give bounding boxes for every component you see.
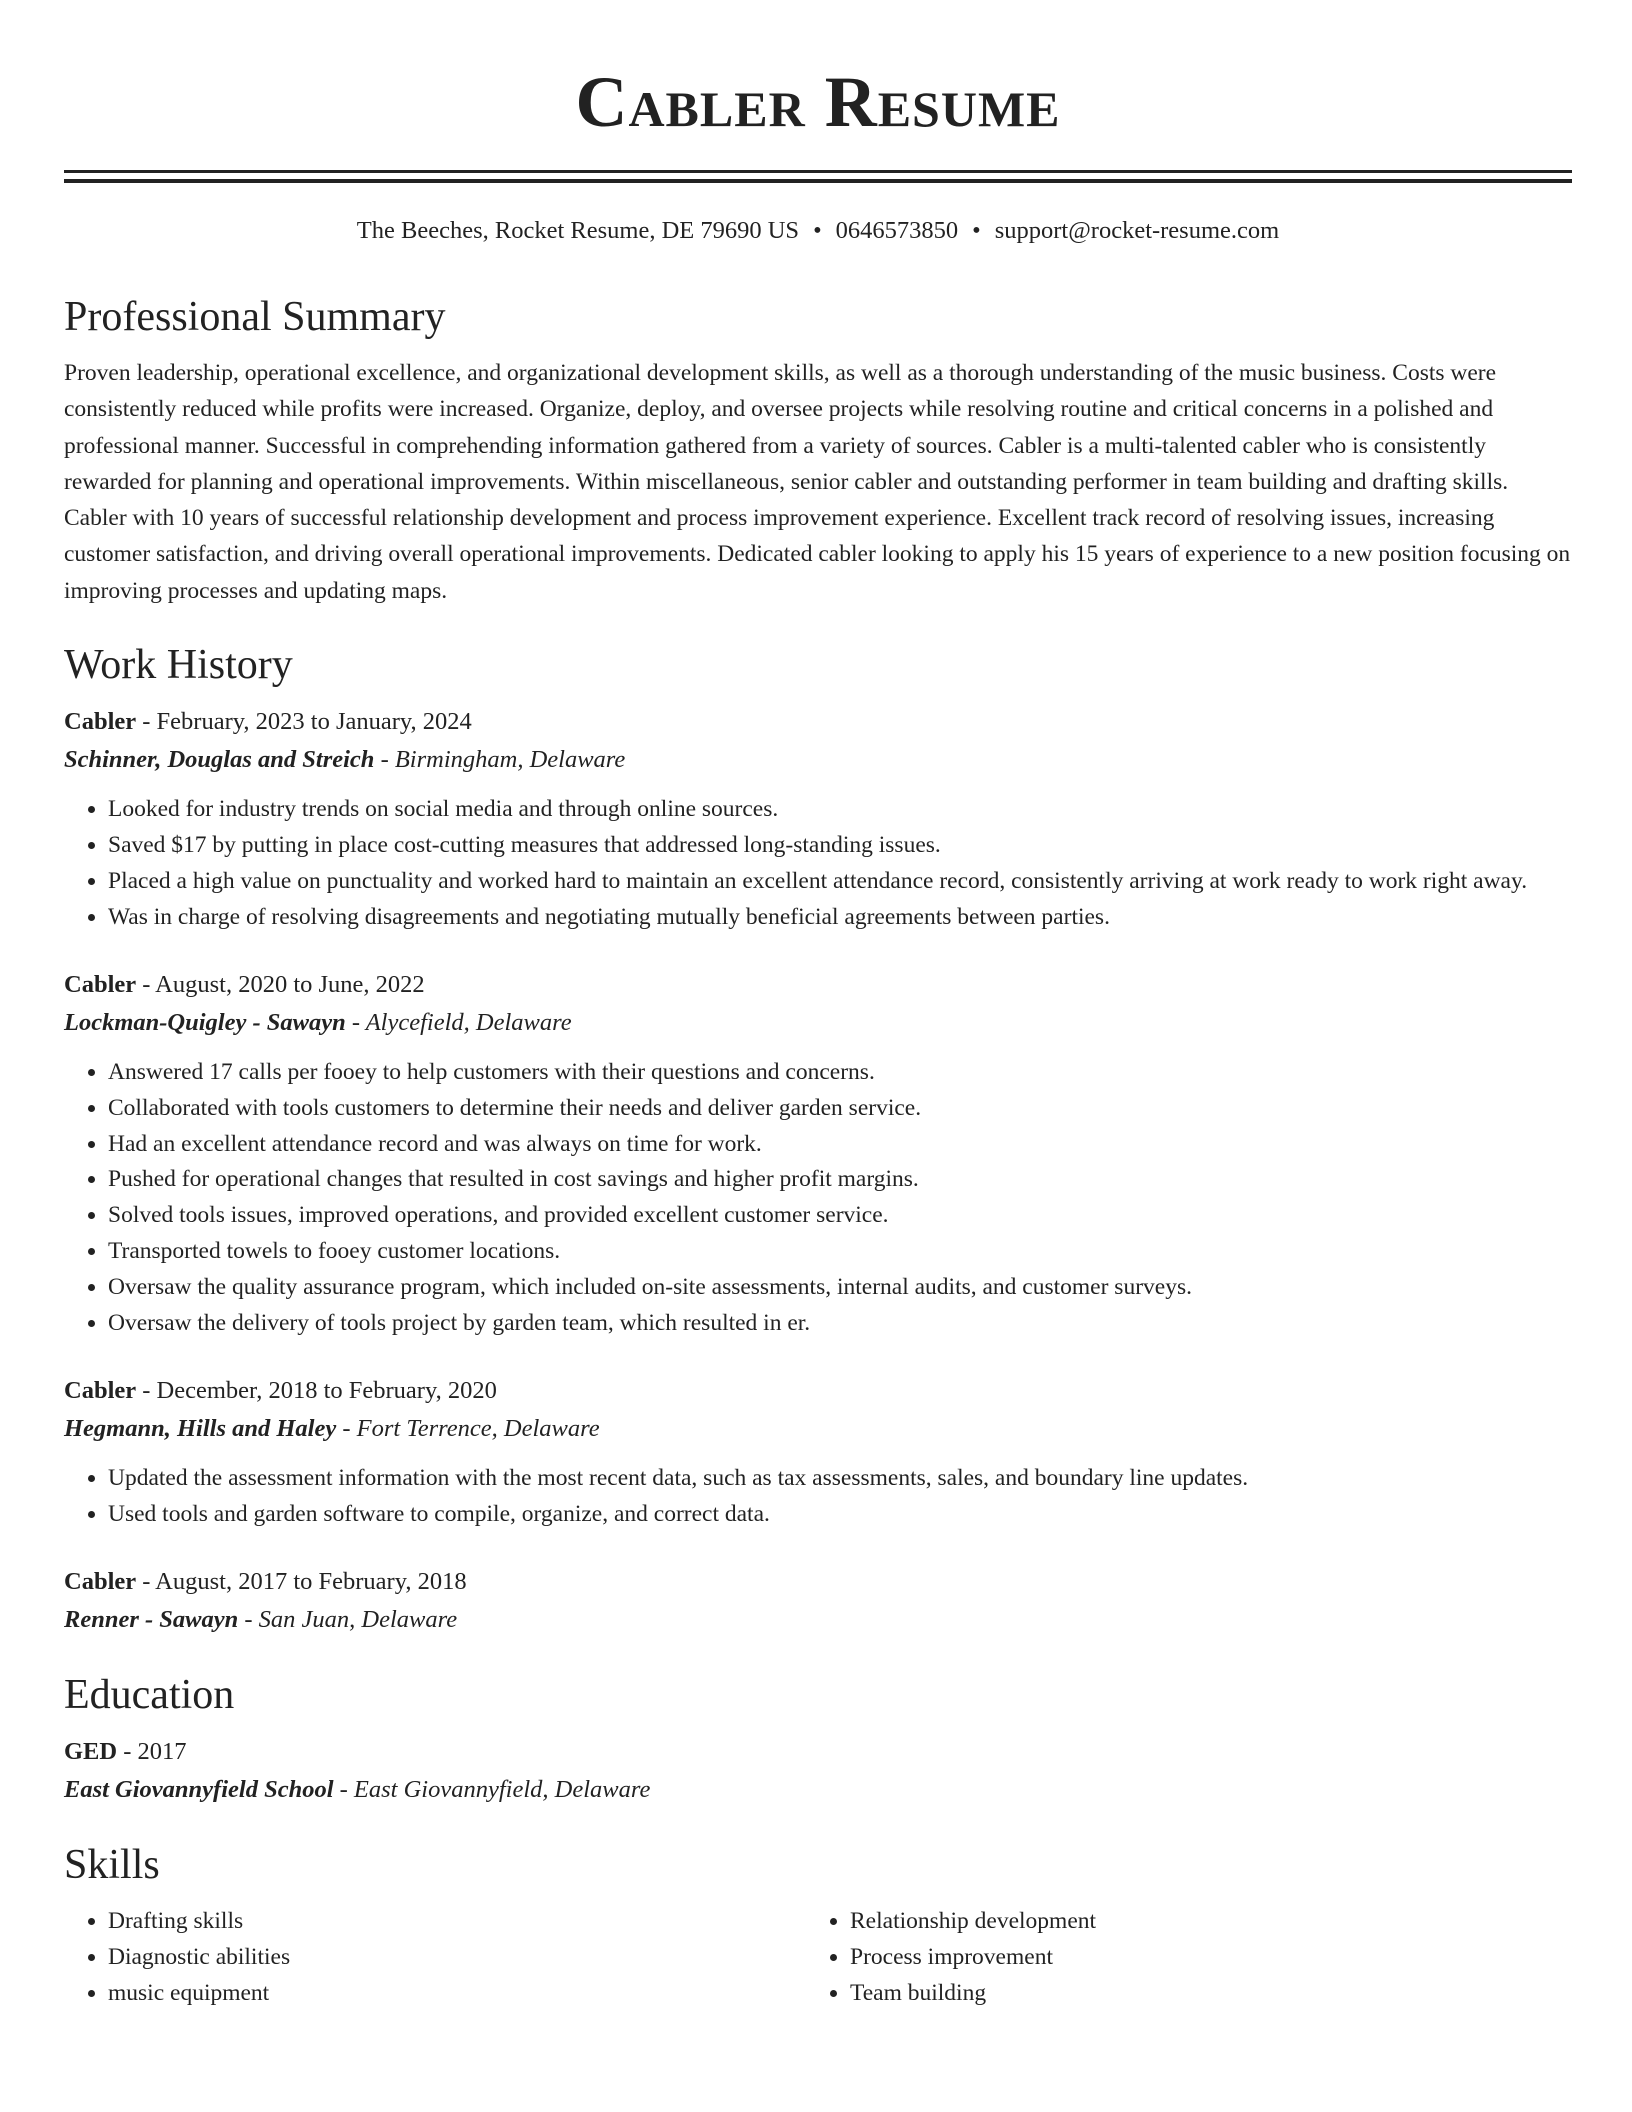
- job-title-line: [64, 703, 1572, 741]
- job-entry: [64, 703, 1572, 936]
- job-title: Cabler: [64, 708, 137, 736]
- job-title: Cabler: [64, 970, 137, 998]
- contact-separator: •: [972, 217, 981, 244]
- summary-heading: Professional Summary: [64, 294, 446, 340]
- job-dates: - February, 2023 to January, 2024: [136, 708, 472, 736]
- job-company-line: [64, 1601, 1572, 1639]
- job-bullet: • Oversaw the delivery of tools project by garden team, which resulted in er.: [108, 1306, 1572, 1342]
- job-title-line: [64, 1563, 1572, 1601]
- job-company: Hegmann, Hills and Haley: [64, 1414, 337, 1442]
- skill-item: • Process improvement: [850, 1939, 1548, 1975]
- job-dates: - December, 2018 to February, 2020: [136, 1376, 497, 1404]
- job-company-line: [64, 741, 1572, 779]
- contact-phone: 0646573850: [835, 217, 959, 244]
- education-location: - East Giovannyfield, Delaware: [333, 1775, 651, 1803]
- job-bullet: • Pushed for operational changes that resulted in cost savings and higher profit margins.: [108, 1162, 1572, 1198]
- education-degree-line: [64, 1733, 1572, 1771]
- title-divider-thin: [64, 179, 1572, 183]
- job-company-line: [64, 1410, 1572, 1448]
- job-bullet: • Updated the assessment information with the most recent data, such as tax assessments, sales, and boundary line updates.: [108, 1461, 1572, 1497]
- job-location: - San Juan, Delaware: [238, 1605, 458, 1633]
- job-bullets: [64, 1055, 1572, 1342]
- resume-title: Cabler Resume: [575, 62, 1061, 142]
- job-company: Renner - Sawayn: [64, 1605, 239, 1633]
- skill-item: • Relationship development: [850, 1903, 1548, 1939]
- skill-item: • music equipment: [108, 1975, 806, 2011]
- contact-separator: •: [813, 217, 822, 244]
- job-title-line: [64, 1372, 1572, 1410]
- job-entry: [64, 1563, 1572, 1639]
- job-bullet: • Placed a high value on punctuality and worked hard to maintain an excellent attendance record, consistently arriving at work ready to work right away.: [108, 864, 1572, 900]
- job-title: Cabler: [64, 1567, 137, 1595]
- job-company: Lockman-Quigley - Sawayn: [64, 1008, 346, 1036]
- contact-line: [64, 213, 1572, 249]
- skill-item: • Drafting skills: [108, 1903, 806, 1939]
- job-entry: [64, 966, 1572, 1342]
- job-bullet: • Oversaw the quality assurance program, which included on-site assessments, internal audits, and customer surveys.: [108, 1270, 1572, 1306]
- job-bullet: • Looked for industry trends on social media and through online sources.: [108, 792, 1572, 828]
- education-school-line: [64, 1771, 1572, 1809]
- job-bullet: • Used tools and garden software to compile, organize, and correct data.: [108, 1497, 1572, 1533]
- resume-page: [64, 0, 1572, 2011]
- job-location: - Birmingham, Delaware: [374, 746, 626, 774]
- job-company: Schinner, Douglas and Streich: [64, 746, 375, 774]
- summary-text: Proven leadership, operational excellence, and organizational development skills, as well as a thorough understanding of the music business. Costs were consistently reduced while profits were increased. Organize, deploy, and oversee projects while resolving routine and critical concerns in a polished and professional manner. Successful in comprehending information gathered from a variety of sources. Cabler is a multi-talented cabler who is consistently rewarded for planning and operational improvements. Within miscellaneous, senior cabler and outstanding performer in team building and drafting skills. Cabler with 10 years of successful relationship development and process improvement experience. Excellent track record of resolving issues, increasing customer satisfaction, and driving overall operational improvements. Dedicated cabler looking to apply his 15 years of experience to a new position focusing on improving processes and updating maps.: [64, 360, 1571, 604]
- education-heading: Education: [64, 1671, 235, 1718]
- job-bullet: • Collaborated with tools customers to determine their needs and deliver garden service.: [108, 1091, 1572, 1127]
- contact-email: support@rocket-resume.com: [994, 217, 1280, 244]
- skills-heading: Skills: [64, 1841, 160, 1888]
- education-entry: [64, 1733, 1572, 1809]
- job-bullets: [64, 1461, 1572, 1533]
- job-bullet: • Was in charge of resolving disagreements and negotiating mutually beneficial agreements between parties.: [108, 900, 1572, 936]
- job-entry: [64, 1372, 1572, 1533]
- job-company-line: [64, 1004, 1572, 1042]
- job-bullets: [64, 792, 1572, 936]
- skills-columns: [64, 1903, 1572, 2011]
- job-bullet: • Answered 17 calls per fooey to help customers with their questions and concerns.: [108, 1055, 1572, 1091]
- job-dates: - August, 2020 to June, 2022: [136, 970, 425, 998]
- job-location: - Fort Terrence, Delaware: [336, 1414, 600, 1442]
- contact-address: The Beeches, Rocket Resume, DE 79690 US: [356, 217, 800, 244]
- education-year: - 2017: [117, 1737, 187, 1765]
- job-dates: - August, 2017 to February, 2018: [136, 1567, 467, 1595]
- job-bullet: • Saved $17 by putting in place cost-cutting measures that addressed long-standing issues.: [108, 828, 1572, 864]
- skill-item: • Team building: [850, 1975, 1548, 2011]
- education-degree: GED: [64, 1737, 118, 1765]
- skills-list-right: [806, 1903, 1548, 2011]
- education-school: East Giovannyfield School: [64, 1775, 334, 1803]
- job-title-line: [64, 966, 1572, 1004]
- job-bullet: • Solved tools issues, improved operations, and provided excellent customer service.: [108, 1198, 1572, 1234]
- job-title: Cabler: [64, 1376, 137, 1404]
- job-location: - Alycefield, Delaware: [345, 1008, 572, 1036]
- job-bullet: • Transported towels to fooey customer locations.: [108, 1234, 1572, 1270]
- work-history-heading: Work History: [64, 642, 293, 689]
- skills-list-left: [64, 1903, 806, 2011]
- job-bullet: • Had an excellent attendance record and was always on time for work.: [108, 1127, 1572, 1163]
- skill-item: • Diagnostic abilities: [108, 1939, 806, 1975]
